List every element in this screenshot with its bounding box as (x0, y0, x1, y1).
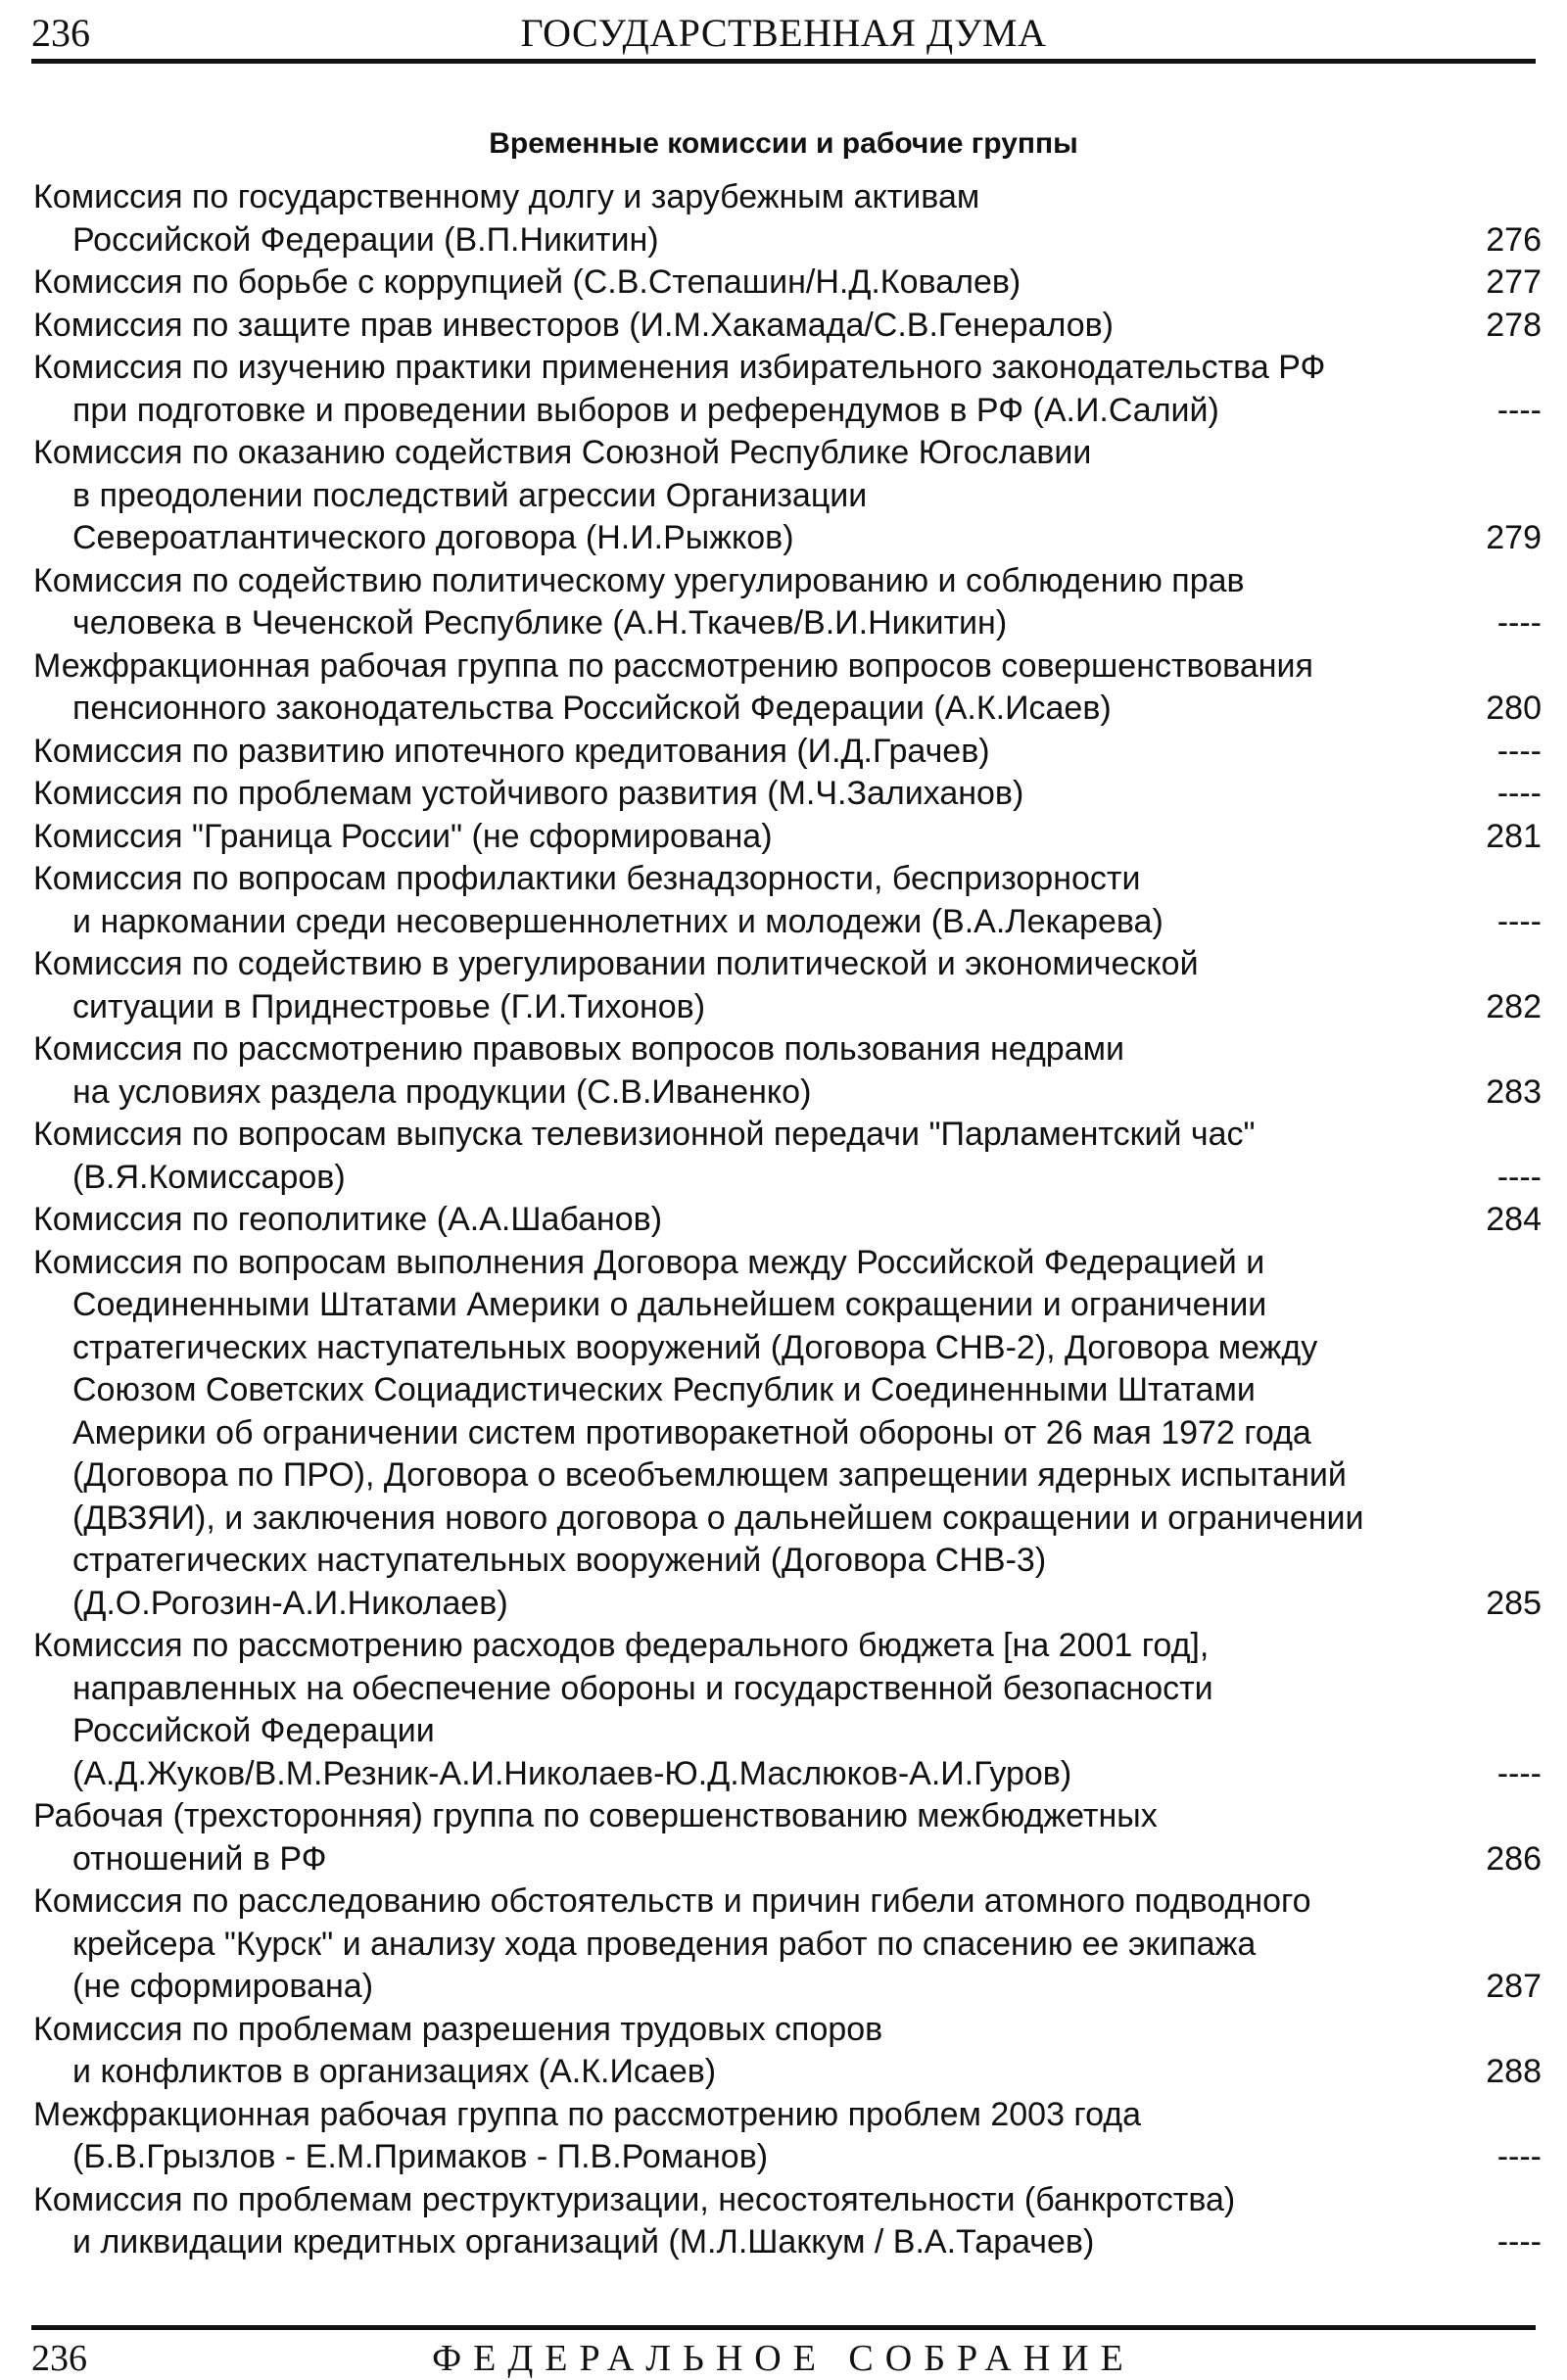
header-title: ГОСУДАРСТВЕННАЯ ДУМА (520, 11, 1047, 55)
entry-text-line: на условиях раздела продукции (С.В.Иваненко) (72, 1072, 812, 1111)
entry-page-number: ---- (1496, 1754, 1542, 1792)
entry-text-line: Комиссия по вопросам выпуска телевизионной передачи "Парламентский час" (33, 1116, 1256, 1153)
entry-text-line: Комиссия по оказанию содействия Союзной Республике Югославии (33, 434, 1092, 471)
contents-entry (33, 2179, 1542, 2264)
entry-text-line: Комиссия по изучению практики применения избирательного законодательства РФ (33, 349, 1326, 386)
contents-entry (33, 1880, 1542, 2009)
entry-text-line: Комиссия "Граница России" (не сформирована) (33, 817, 773, 855)
entry-text-line: Комиссия по проблемам устойчивого развития (М.Ч.Залиханов) (33, 775, 1024, 812)
contents-entry (33, 2094, 1542, 2179)
entry-text-line: Комиссия по борьбе с коррупцией (С.В.Степашин/Н.Д.Ковалев) (33, 263, 1021, 301)
entry-text-line: Комиссия по расследованию обстоятельств и причин гибели атомного подводного (33, 1882, 1311, 1920)
contents-entry (33, 731, 1542, 774)
entry-page-number: 279 (1486, 519, 1542, 556)
entry-text-line: (А.Д.Жуков/В.М.Резник-А.И.Николаев-Ю.Д.Маслюков-А.И.Гуров) (72, 1754, 1072, 1792)
header-page-number: 236 (31, 11, 90, 55)
running-footer (31, 2337, 1536, 2377)
entry-page-number: ---- (1496, 2138, 1542, 2175)
entry-text-line: Комиссия по рассмотрению расходов федерального бюджета [на 2001 год], (33, 1627, 1210, 1664)
entry-page-number: 282 (1486, 987, 1542, 1025)
contents-entry (33, 2009, 1542, 2094)
entry-page-number: ---- (1496, 391, 1542, 429)
entry-text-line: направленных на обеспечение обороны и государственной безопасности (72, 1669, 1213, 1707)
entry-text-line: Соединенными Штатами Америки о дальнейшем сокращении и ограничении (72, 1286, 1267, 1323)
contents-entry (33, 560, 1542, 645)
contents-entry (33, 645, 1542, 731)
entry-text-line: в преодолении последствий агрессии Организации (72, 476, 868, 514)
entry-text-line: Комиссия по защите прав инвесторов (И.М.Хакамада/С.В.Генералов) (33, 306, 1114, 344)
contents-entry (33, 858, 1542, 943)
entry-text-line: Комиссия по содействию политическому урегулированию и соблюдению прав (33, 561, 1245, 599)
entry-text-line: Комиссия по рассмотрению правовых вопросов пользования недрами (33, 1030, 1124, 1068)
entry-text-line: Комиссия по развитию ипотечного кредитования (И.Д.Грачев) (33, 732, 990, 770)
header-rule (31, 59, 1536, 64)
entry-page-number: 276 (1486, 220, 1542, 259)
entry-page-number: 278 (1486, 306, 1542, 344)
entry-text-line: Америки об ограничении систем противоракетной обороны от 26 мая 1972 года (72, 1413, 1311, 1452)
contents-entry (33, 1028, 1542, 1114)
contents-entry (33, 773, 1542, 816)
entry-text-line: Союзом Советских Социадистических Республик и Соединенными Штатами (72, 1371, 1256, 1408)
entry-text-line: крейсера "Курск" и анализу хода проведения работ по спасению ее экипажа (72, 1925, 1257, 1963)
contents-entry (33, 176, 1542, 262)
entry-page-number: 286 (1486, 1839, 1542, 1878)
entry-text-line: (Договора по ПРО), Договора о всеобъемлющем запрещении ядерных испытаний (72, 1456, 1347, 1494)
entry-page-number: 287 (1486, 1968, 1542, 2005)
entry-text-line: человека в Чеченской Республике (А.Н.Ткачев/В.И.Никитин) (72, 604, 1008, 642)
contents-entry (33, 1199, 1542, 1242)
entry-text-line: (Д.О.Рогозин-А.И.Николаев) (72, 1584, 508, 1622)
running-header (31, 4, 1536, 61)
entry-text-line: Комиссия по государственному долгу и зарубежным активам (33, 178, 980, 215)
entry-page-number: 281 (1486, 817, 1542, 855)
entry-text-line: и ликвидации кредитных организаций (М.Л.Шаккум / В.А.Тарачев) (72, 2223, 1095, 2261)
entry-page-number: ---- (1496, 1158, 1542, 1196)
entry-text-line: ситуации в Приднестровье (Г.И.Тихонов) (72, 987, 706, 1025)
entry-page-number: ---- (1496, 775, 1542, 812)
contents-entry (33, 1795, 1542, 1880)
entry-page-number: 280 (1486, 690, 1542, 727)
entry-text-line: при подготовке и проведении выборов и референдумов в РФ (А.И.Салий) (72, 391, 1219, 429)
entry-page-number: 288 (1486, 2053, 1542, 2090)
section-heading: Временные комиссии и рабочие группы (489, 127, 1078, 160)
entry-text-line: стратегических наступательных вооружений (Договора СНВ-2), Договора между (72, 1328, 1318, 1366)
contents-entry (33, 432, 1542, 560)
contents-entry (33, 305, 1542, 348)
entry-page-number: 277 (1486, 263, 1542, 301)
entry-page-number: ---- (1496, 2223, 1542, 2261)
entry-text-line: Комиссия по содействию в урегулировании политической и экономической (33, 945, 1199, 982)
contents-entry (33, 943, 1542, 1028)
entry-page-number: 285 (1486, 1584, 1542, 1622)
entry-text-line: (Б.В.Грызлов - Е.М.Примаков - П.В.Романов) (72, 2138, 769, 2175)
contents-entry (33, 1242, 1542, 1626)
entry-text-line: и конфликтов в организациях (А.К.Исаев) (72, 2053, 717, 2090)
contents-list (33, 176, 1542, 2264)
entry-text-line: Российской Федерации (72, 1712, 435, 1749)
entry-page-number: 283 (1486, 1072, 1542, 1111)
entry-text-line: Межфракционная рабочая группа по рассмотрению вопросов совершенствования (33, 646, 1313, 685)
footer-title: ФЕДЕРАЛЬНОЕ СОБРАНИЕ (432, 2338, 1135, 2379)
entry-text-line: Североатлантического договора (Н.И.Рыжков) (72, 519, 794, 556)
entry-page-number: 284 (1486, 1201, 1542, 1238)
entry-text-line: и наркомании среди несовершеннолетних и молодежи (В.А.Лекарева) (72, 902, 1163, 940)
entry-text-line: Межфракционная рабочая группа по рассмотрению проблем 2003 года (33, 2095, 1141, 2133)
entry-page-number: ---- (1496, 732, 1542, 770)
entry-text-line: Комиссия по проблемам реструктуризации, несостоятельности (банкротства) (33, 2180, 1236, 2218)
entry-text-line: (ДВЗЯИ), и заключения нового договора о дальнейшем сокращении и ограничении (72, 1499, 1364, 1537)
entry-text-line: Комиссия по геополитике (А.А.Шабанов) (33, 1201, 663, 1238)
entry-page-number: ---- (1496, 604, 1542, 642)
contents-entry (33, 262, 1542, 305)
entry-text-line: Рабочая (трехсторонняя) группа по совершенствованию межбюджетных (33, 1797, 1158, 1834)
entry-text-line: (не сформирована) (72, 1968, 374, 2005)
contents-entry (33, 347, 1542, 432)
entry-text-line: (В.Я.Комиссаров) (72, 1158, 346, 1196)
entry-text-line: пенсионного законодательства Российской Федерации (А.К.Исаев) (72, 690, 1112, 727)
entry-text-line: отношений в РФ (72, 1839, 327, 1878)
entry-page-number: ---- (1496, 902, 1542, 940)
contents-entry (33, 1625, 1542, 1795)
contents-entry (33, 816, 1542, 859)
footer-rule (31, 2325, 1536, 2330)
contents-entry (33, 1114, 1542, 1199)
entry-text-line: стратегических наступательных вооружений (Договора СНВ-3) (72, 1542, 1047, 1579)
entry-text-line: Комиссия по проблемам разрешения трудовых споров (33, 2010, 883, 2048)
entry-text-line: Комиссия по вопросам профилактики безнадзорности, беспризорности (33, 860, 1141, 897)
footer-page-number: 236 (31, 2338, 87, 2379)
entry-text-line: Российской Федерации (В.П.Никитин) (72, 220, 659, 259)
entry-text-line: Комиссия по вопросам выполнения Договора между Российской Федерацией и (33, 1243, 1265, 1281)
